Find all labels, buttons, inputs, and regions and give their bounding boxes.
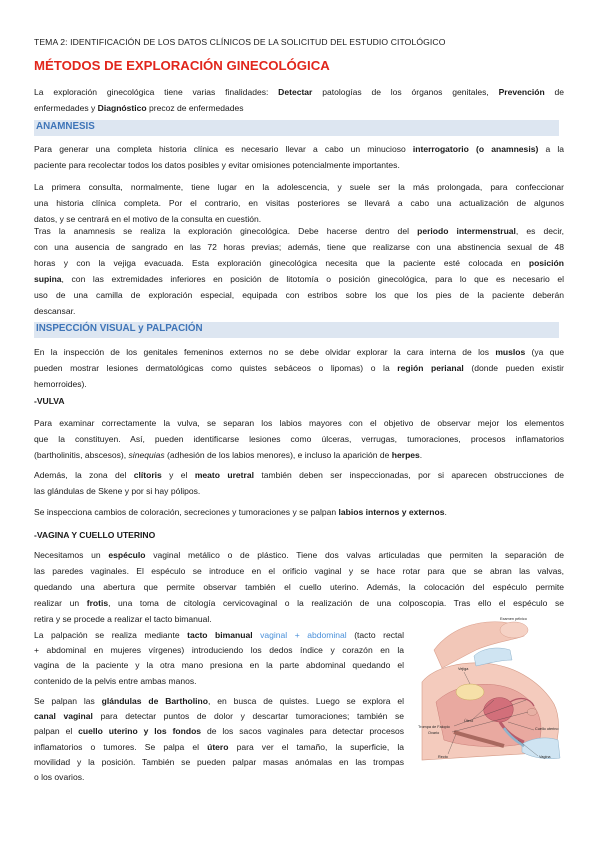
text-line: movilidad y la posición. También se pueden palpar masas anómalas en las trompas (34, 756, 404, 767)
anamnesis-paragraph-2 (34, 180, 564, 228)
text-run: y el (161, 470, 195, 480)
label-examen-pelvico: Examen pélvico (500, 617, 527, 621)
pelvic-exam-illustration (414, 612, 562, 762)
subheading-vulva: -VULVA (34, 396, 65, 406)
text-line: datos, y se centrará en el motivo de la consulta en cuestión. (34, 213, 262, 224)
text-line: retira y se procede a realizar el tacto bimanual. (34, 613, 212, 624)
label-recto: Recto (438, 755, 448, 759)
text-bold: Prevención (498, 87, 545, 97)
page-title: MÉTODOS DE EXPLORACIÓN GINECOLÓGICA (34, 58, 330, 73)
label-cuello-uterino: Cuello uterino (535, 727, 559, 731)
inspeccion-paragraph (34, 345, 564, 393)
text-line: o los ovarios. (34, 772, 85, 783)
vulva-paragraph-2 (34, 468, 564, 500)
text-bold: muslos (495, 347, 526, 357)
document-header: TEMA 2: IDENTIFICACIÓN DE LOS DATOS CLÍNICOS DE LA SOLICITUD DEL ESTUDIO CITOLÓGICO (34, 37, 446, 47)
section-heading-inspeccion (34, 322, 559, 338)
text-run: patologías de los órganos genitales, (312, 87, 499, 97)
text-run: inflamatorios o tumores. Se palpa el (34, 741, 208, 752)
text-line: una historia clínica completa. Por el contrario, en visitas posteriores se llevará a cabo una actualización de algunos (34, 197, 564, 208)
text-line: que la constituyen. Así, pueden identificarse lesiones como úlceras, verrugas, tumoraciones, procesos inflamatorios (34, 433, 564, 444)
text-run: para detectar puntos de dolor y descartar tumoraciones; también se (92, 711, 404, 722)
text-run: palpan el (34, 726, 79, 737)
section-heading-text: ANAMNESIS (36, 121, 95, 132)
text-run: Además, la zona del (34, 470, 134, 480)
text-line: descansar. (34, 305, 76, 316)
text-bold: posición (528, 257, 564, 268)
text-line: las paredes vaginales. El espéculo se introduce en el orificio vaginal y se hace rotar para que se abran las valvas, (34, 565, 564, 576)
text-run: (donde pueden existir (463, 362, 564, 373)
text-bold: Diagnóstico (97, 102, 147, 113)
anamnesis-paragraph-3 (34, 224, 564, 319)
text-run: , es decir, (515, 226, 564, 236)
text-run: En la inspección de los genitales femeninos externos no se debe olvidar explorar la cara interna de los (34, 347, 496, 357)
pelvic-exam-svg (414, 612, 562, 762)
text-line: Para examinar correctamente la vulva, se separan los labios mayores con el objetivo de observar mejor los elementos (34, 418, 564, 428)
text-run: pueden mostrar lesiones dermatológicas como quistes sebáceos o lipomas) o la (34, 362, 398, 373)
text-line: La primera consulta, normalmente, tiene lugar en la adolescencia, y suele ser la más prolongada, para confeccionar (34, 182, 564, 192)
text-bold: periodo intermenstrual (417, 226, 516, 236)
vagina-paragraph-2 (34, 628, 404, 689)
text-run: Se inspecciona cambios de coloración, secreciones y tumoraciones y se palpan (34, 507, 339, 517)
vulva-paragraph-3 (34, 505, 564, 521)
vulva-paragraph-1 (34, 416, 564, 464)
text-bold: Detectar (278, 87, 313, 97)
text-run: (ya que (525, 347, 564, 357)
label-trompa: Trompa de Falopio (418, 725, 450, 729)
text-run: Se palpan las (34, 696, 102, 706)
text-bold: interrogatorio (o anamnesis) (412, 144, 539, 154)
text-run: para ver el tamaño, la superficie, la (228, 741, 404, 752)
text-line: quedando una abertura que permite observar también el cuello uterino. Además, la colocación del espéculo permite (34, 581, 564, 592)
text-bold: supina (34, 273, 62, 284)
bladder-shape (456, 684, 484, 700)
section-heading-anamnesis (34, 120, 559, 136)
text-run: La exploración ginecológica tiene varias finalidades: (34, 87, 279, 97)
anamnesis-paragraph-1 (34, 142, 564, 174)
text-run: vaginal metálico o de plástico. Tiene dos valvas articuladas que permiten la separación de (145, 550, 565, 560)
intro-paragraph (34, 85, 564, 117)
text-run: , con las extremidades inferiores en posición de litotomía o posición ginecológica, para lo que es necesario el (61, 273, 564, 284)
text-run: horas y con la vejiga evacuada. Esta exploración ginecológica necesita que la paciente esté colocada en (34, 257, 529, 268)
text-bold: cuello uterino y los fondos (78, 726, 202, 737)
text-line: paciente para recolectar todos los datos posibles y evitar omisiones potencialmente importantes. (34, 159, 400, 170)
text-run: a la (538, 144, 564, 154)
text-run: Para generar una completa historia clínica es necesario llevar a cabo un minucioso (34, 144, 413, 154)
text-run: precoz de enfermedades (146, 102, 244, 113)
text-run: Tras la anamnesis se realiza la exploración ginecológica. Debe hacerse dentro del (34, 226, 418, 236)
text-run: , una toma de citología cervicovaginal o la realización de una colposcopia. Tras ello el espéculo se (108, 597, 564, 608)
text-line: uso de una camilla de exploración especial, equipada con estribos sobre los que los pies de la paciente deberán (34, 289, 564, 300)
text-line: vagina de la paciente y la otra mano presiona en la parte abdominal quedando el (34, 660, 404, 671)
text-bold: clítoris (133, 470, 162, 480)
text-bold: herpes (391, 449, 420, 460)
text-line: hemorroides). (34, 378, 87, 389)
label-utero: Útero (464, 719, 474, 723)
section-heading-text: INSPECCIÓN VISUAL y PALPACIÓN (36, 323, 203, 334)
text-run: (tacto rectal (346, 630, 405, 640)
text-bold: meato uretral (194, 470, 254, 480)
text-bold: espéculo (108, 550, 146, 560)
text-run: (adhesión de los labios menores), e incluso la aparición de (164, 449, 392, 460)
knee-shape (500, 622, 528, 638)
text-bold: tacto bimanual (187, 630, 253, 640)
text-line: contenido de la pelvis entre ambas manos. (34, 675, 197, 686)
text-bold: útero (207, 741, 229, 752)
text-run: Necesitamos un (34, 550, 109, 560)
text-run: La palpación se realiza mediante (34, 630, 188, 640)
label-ovario: Ovario (428, 731, 440, 735)
text-line: las glándulas de Skene y por si hay pólipos. (34, 485, 201, 496)
text-highlight: vaginal + abdominal (252, 630, 347, 640)
text-run: . (419, 449, 423, 460)
ovary-shape (527, 709, 537, 716)
text-run: , en busca de quistes. Luego se explora el (207, 696, 404, 706)
text-bold: labios internos y externos (338, 507, 445, 517)
text-bold: canal vaginal (34, 711, 93, 722)
text-italic: sinequias (128, 449, 165, 460)
subheading-vagina-cuello: -VAGINA Y CUELLO UTERINO (34, 530, 156, 540)
text-run: . (444, 507, 447, 517)
text-run: (bartholinitis, abscesos), (34, 449, 129, 460)
text-bold: glándulas de Bartholino (101, 696, 208, 706)
text-run: realizar un (34, 597, 87, 608)
text-run: también deben ser inspeccionadas, por si aparecen obstrucciones de (253, 470, 564, 480)
text-run: de los sacos vaginales para detectar procesos (201, 726, 404, 737)
vagina-paragraph-3 (34, 694, 404, 785)
text-line: + abdominal en mujeres vírgenes) introduciendo los dedos índice y corazón en la (34, 645, 404, 656)
text-run: enfermedades y (34, 102, 98, 113)
label-vagina: Vagina (539, 755, 551, 759)
text-bold: región perianal (397, 362, 464, 373)
text-bold: frotis (86, 597, 109, 608)
label-vejiga: Vejiga (458, 667, 469, 671)
text-line: con una ausencia de sangrado en las 72 horas previas; además, tiene que realizarse con una abstinencia sexual de 48 (34, 241, 564, 252)
text-run: de (544, 87, 564, 97)
